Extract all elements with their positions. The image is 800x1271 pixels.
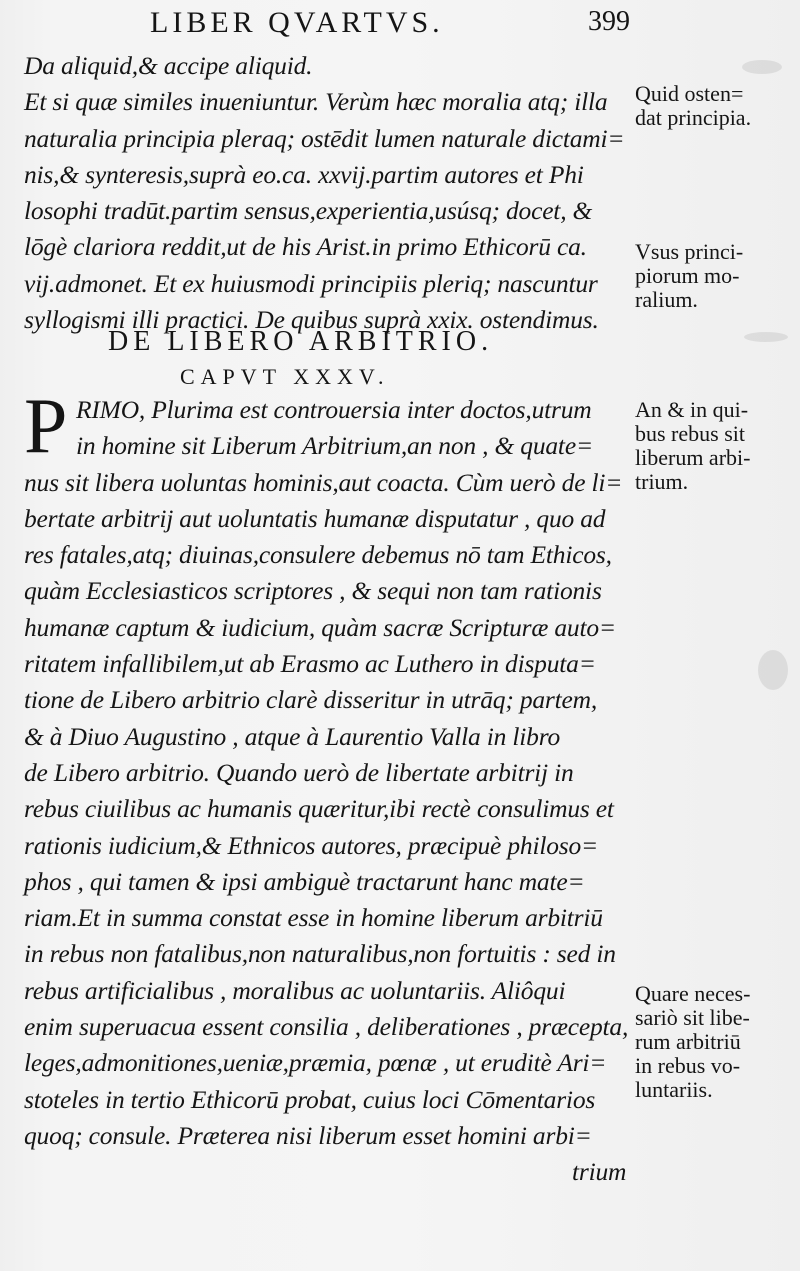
margin-note-line: luntariis. bbox=[635, 1077, 713, 1102]
running-head: LIBER QVARTVS. bbox=[150, 6, 444, 39]
margin-note bbox=[635, 82, 795, 130]
margin-note-line: Vsus princi- bbox=[635, 239, 744, 264]
text-line: rebus ciuilibus ac humanis quæritur,ibi rectè consulimus et bbox=[24, 794, 614, 824]
text-line: nus sit libera uoluntas hominis,aut coacta. Cùm uerò de li= bbox=[24, 467, 623, 497]
margin-note-line: bus rebus sit bbox=[635, 421, 745, 446]
text-line: losophi tradūt.partim sensus,experientia,usúsq; docet, & bbox=[24, 196, 593, 226]
margin-note-line: liberum arbi- bbox=[635, 445, 751, 470]
intro-paragraph bbox=[24, 48, 636, 338]
page-number: 399 bbox=[588, 6, 630, 37]
margin-note bbox=[635, 240, 795, 312]
margin-note-line: dat principia. bbox=[635, 105, 752, 130]
text-line: RIMO, Plurima est controuersia inter doctos,utrum bbox=[76, 395, 592, 424]
margin-note bbox=[635, 982, 795, 1102]
text-line: rationis iudicium,& Ethnicos autores, præcipuè philoso= bbox=[24, 830, 599, 860]
margin-note-line: trium. bbox=[635, 469, 689, 494]
text-line: rebus artificialibus , moralibus ac uoluntariis. Aliôqui bbox=[24, 975, 566, 1005]
text-line: quoq; consule. Præterea nisi liberum esset homini arbi= bbox=[24, 1120, 592, 1150]
text-line: bertate arbitrij aut uoluntatis humanæ disputatur , quo ad bbox=[24, 503, 606, 533]
text-line: & à Diuo Augustino , atque à Laurentio Valla in libro bbox=[24, 721, 561, 751]
text-line: riam.Et in summa constat esse in homine liberum arbitriū bbox=[24, 903, 603, 933]
text-line: quàm Ecclesiasticos scriptores , & sequi non tam rationis bbox=[24, 576, 602, 606]
margin-note-line: sariò sit libe- bbox=[635, 1005, 750, 1030]
margin-note-line: rum arbitriū bbox=[635, 1029, 741, 1054]
section-title: DE LIBERO ARBITRIO. bbox=[108, 326, 494, 357]
margin-note-line: piorum mo- bbox=[635, 263, 740, 288]
drop-capital: P bbox=[24, 382, 68, 469]
text-line: lōgè clariora reddit,ut de his Arist.in primo Ethicorū ca. bbox=[24, 232, 587, 262]
chapter-heading: CAPVT XXXV. bbox=[180, 364, 390, 389]
text-line: nis,& synteresis,suprà eo.ca. xxvij.partim autores et Phi bbox=[24, 159, 584, 189]
paper-smudge bbox=[744, 332, 788, 342]
text-line: in rebus non fatalibus,non naturalibus,non fortuitis : sed in bbox=[24, 939, 616, 969]
text-line: stoteles in tertio Ethicorū probat, cuius loci Cōmentarios bbox=[24, 1084, 596, 1114]
text-line: Et si quæ similes inueniuntur. Verùm hæc moralia atq; illa bbox=[24, 87, 608, 117]
margin-note-line: Quid osten= bbox=[635, 81, 744, 106]
margin-note-line: ralium. bbox=[635, 287, 698, 312]
chapter-paragraph bbox=[24, 382, 636, 1191]
margin-note-line: in rebus vo- bbox=[635, 1053, 741, 1078]
paper-smudge bbox=[742, 60, 782, 74]
margin-note-line: Quare neces- bbox=[635, 981, 751, 1006]
text-line: vij.admonet. Et ex huiusmodi principiis pleriq; nascuntur bbox=[24, 268, 598, 298]
text-line: syllogismi illi practici. De quibus suprà xxix. ostendimus. bbox=[24, 305, 599, 335]
text-line: de Libero arbitrio. Quando uerò de libertate arbitrij in bbox=[24, 757, 574, 787]
margin-note-line: An & in qui- bbox=[635, 397, 749, 422]
margin-note bbox=[635, 398, 795, 494]
text-line: leges,admonitiones,ueniæ,præmia, pœnæ , ut eruditè Ari= bbox=[24, 1048, 607, 1078]
catchword: trium bbox=[572, 1157, 627, 1187]
text-line: humanæ captum & iudicium, quàm sacræ Scripturæ auto= bbox=[24, 612, 616, 642]
text-line: enim superuacua essent consilia , deliberationes , præcepta, bbox=[24, 1012, 629, 1042]
paper-smudge bbox=[758, 650, 788, 690]
text-line: ritatem infallibilem,ut ab Erasmo ac Luthero in disputa= bbox=[24, 649, 596, 679]
text-line: naturalia principia pleraq; ostēdit lumen naturale dictami= bbox=[24, 123, 625, 153]
text-line: tione de Libero arbitrio clarè disseritur in utrāq; partem, bbox=[24, 685, 598, 715]
page-header bbox=[150, 6, 630, 46]
text-line: Da aliquid,& accipe aliquid. bbox=[24, 51, 313, 80]
text-line: phos , qui tamen & ipsi ambiguè tractarunt hanc mate= bbox=[24, 866, 585, 896]
text-line: res fatales,atq; diuinas,consulere debemus nō tam Ethicos, bbox=[24, 540, 612, 570]
text-line: in homine sit Liberum Arbitrium,an non , & quate= bbox=[76, 431, 593, 461]
